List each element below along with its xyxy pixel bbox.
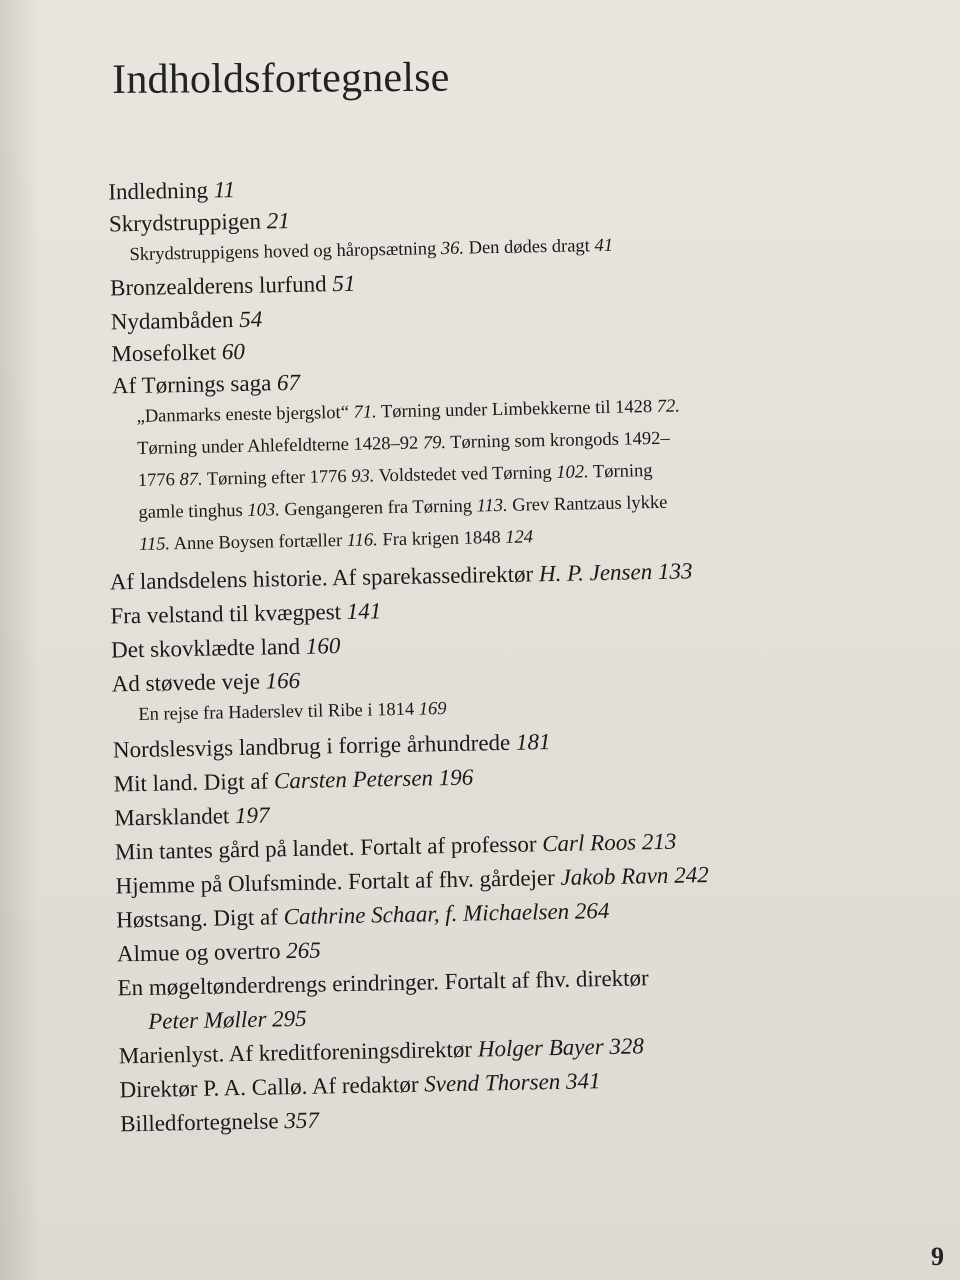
entry-page: 213 (641, 828, 677, 855)
subentry-title: Skrydstruppigens hoved og håropsætning (129, 239, 437, 266)
entry-page: 60 (221, 338, 246, 365)
table-of-contents (80, 161, 898, 1136)
toc-entry (111, 339, 245, 368)
subentry-title: „Danmarks eneste bjergslot“ (136, 402, 350, 427)
subentry-title: Anne Boysen fortæller (173, 531, 343, 555)
subentry-page: 115. (138, 534, 171, 555)
toc-entry (109, 208, 290, 237)
subentry-page: 124 (505, 527, 534, 548)
toc-entry (112, 370, 300, 400)
subentry-title: Gengangeren fra Tørning (284, 496, 473, 521)
toc-entry (116, 898, 610, 933)
toc-entry (117, 938, 321, 968)
toc-entry (110, 271, 356, 302)
toc-entry (115, 829, 677, 866)
toc-entry (111, 633, 341, 663)
entry-title: Skrydstruppigen (108, 208, 262, 237)
entry-title: Det skovklædte land (110, 633, 301, 663)
entry-title: Almue og overtro (116, 938, 281, 967)
entry-title: Indledning (108, 177, 209, 205)
subentry-page: 71. (353, 402, 377, 423)
subentry-title: Voldstedet ved Tørning (378, 463, 552, 487)
page-title: Indholdsfortegnelse (112, 54, 450, 104)
page-number: 9 (931, 1242, 944, 1271)
entry-author: Peter Møller (148, 1006, 267, 1034)
entry-title: Min tantes gård på landet. Fortalt af professor (114, 831, 537, 865)
toc-subentry-line (139, 527, 533, 556)
subentry-page: 36. (440, 238, 465, 260)
toc-entry (114, 802, 270, 831)
toc-entry (120, 1108, 319, 1138)
page-gutter-shadow (0, 0, 40, 1280)
subentry-page: 41 (594, 235, 614, 257)
toc-subentry-line (136, 397, 680, 428)
subentry-page: 87. (179, 469, 203, 491)
entry-page: 11 (213, 177, 236, 203)
toc-entry (112, 668, 301, 698)
toc-entry (115, 862, 709, 899)
entry-title: Hjemme på Olufsminde. Fortalt af fhv. gårdejer (115, 865, 555, 899)
toc-subentry-line (138, 461, 653, 492)
entry-author: Holger Bayer (477, 1034, 604, 1062)
entry-page: 265 (285, 937, 321, 964)
toc-entry (119, 1068, 600, 1103)
entry-page: 141 (346, 598, 382, 624)
toc-subentry-line (137, 429, 670, 460)
entry-page: 51 (332, 270, 356, 297)
subentry-page: 103. (247, 500, 280, 521)
subentry-title: Den dødes dragt (468, 236, 591, 259)
entry-title: Af landsdelens historie. Af sparekassedirektør (109, 561, 534, 595)
entry-page: 197 (234, 802, 270, 829)
entry-author: Carsten Petersen (273, 765, 434, 794)
entry-author: H. P. Jensen (538, 559, 653, 587)
entry-title: Marsklandet (114, 803, 230, 831)
subentry-title: 1776 (137, 470, 176, 491)
toc-entry (111, 307, 263, 336)
subentry-page: 102. (556, 462, 589, 483)
entry-page: 160 (305, 633, 341, 659)
entry-page: 133 (657, 558, 693, 584)
entry-page: 242 (673, 862, 709, 888)
subentry-title: Tørning under Ahlefeldterne 1428–92 (137, 433, 419, 459)
subentry-page: 93. (351, 466, 375, 487)
entry-title: En møgeltønderdrengs erindringer. Fortalt af fhv. direktør (117, 965, 649, 1001)
toc-entry-continuation (148, 1006, 307, 1035)
toc-entry (108, 177, 235, 205)
subentry-page: 72. (656, 396, 681, 417)
toc-entry (113, 765, 473, 798)
subentry-title: Fra krigen 1848 (382, 527, 501, 551)
subentry-title: Tørning (592, 461, 653, 483)
subentry-title: Tørning som krongods 1492– (450, 428, 670, 453)
subentry-title: Grev Rantzaus lykke (512, 492, 668, 516)
toc-entry (117, 965, 649, 1001)
subentry-page: 79. (422, 433, 447, 454)
entry-author: Carl Roos (541, 829, 637, 857)
entry-title: Mit land. Digt af (113, 768, 269, 797)
entry-title: Nydambåden (110, 307, 234, 335)
entry-page: 54 (238, 306, 263, 332)
entry-author: Cathrine Schaar, f. Michaelsen (283, 898, 570, 930)
entry-title: Fra velstand til kvægpest (110, 599, 342, 629)
subentry-page: 116. (346, 530, 379, 551)
toc-subentry-line (138, 493, 667, 524)
entry-page: 341 (565, 1068, 601, 1094)
entry-title: Billedfortegnelse (119, 1108, 279, 1137)
entry-page: 196 (438, 764, 474, 791)
entry-title: Mosefolket (111, 339, 217, 367)
entry-page: 357 (284, 1107, 320, 1134)
toc-entry (110, 598, 381, 629)
entry-page: 21 (266, 207, 290, 234)
entry-page: 67 (276, 369, 301, 396)
toc-entry (113, 729, 551, 763)
subentry-page: 169 (418, 699, 447, 720)
entry-title: Bronzealderens lurfund (109, 271, 327, 301)
entry-title: Marienlyst. Af kreditforeningsdirektør (118, 1036, 473, 1069)
toc-entry (119, 1033, 644, 1069)
subentry-title: En rejse fra Haderslev til Ribe i 1814 (138, 699, 415, 725)
entry-title: Ad støvede veje (111, 668, 261, 697)
entry-title: Af Tørnings saga (111, 370, 272, 399)
entry-page: 295 (271, 1005, 307, 1032)
subentry-title: Tørning efter 1776 (206, 466, 347, 490)
entry-title: Høstsang. Digt af (116, 904, 279, 933)
entry-title: Nordslesvigs landbrug i forrige århundrede (112, 729, 511, 763)
entry-page: 328 (609, 1033, 645, 1059)
toc-subentry (138, 699, 447, 726)
entry-author: Jakob Ravn (560, 862, 669, 890)
toc-subentry (129, 236, 613, 266)
entry-page: 166 (265, 667, 301, 694)
subentry-title: Tørning under Limbekkerne til 1428 (380, 397, 653, 423)
subentry-page: 113. (476, 495, 508, 517)
entry-title: Direktør P. A. Callø. Af redaktør (119, 1071, 419, 1103)
entry-page: 181 (515, 729, 551, 755)
entry-author: Svend Thorsen (423, 1068, 561, 1097)
entry-page: 264 (574, 897, 610, 924)
subentry-title: gamle tinghus (138, 500, 243, 523)
toc-entry (110, 558, 693, 595)
